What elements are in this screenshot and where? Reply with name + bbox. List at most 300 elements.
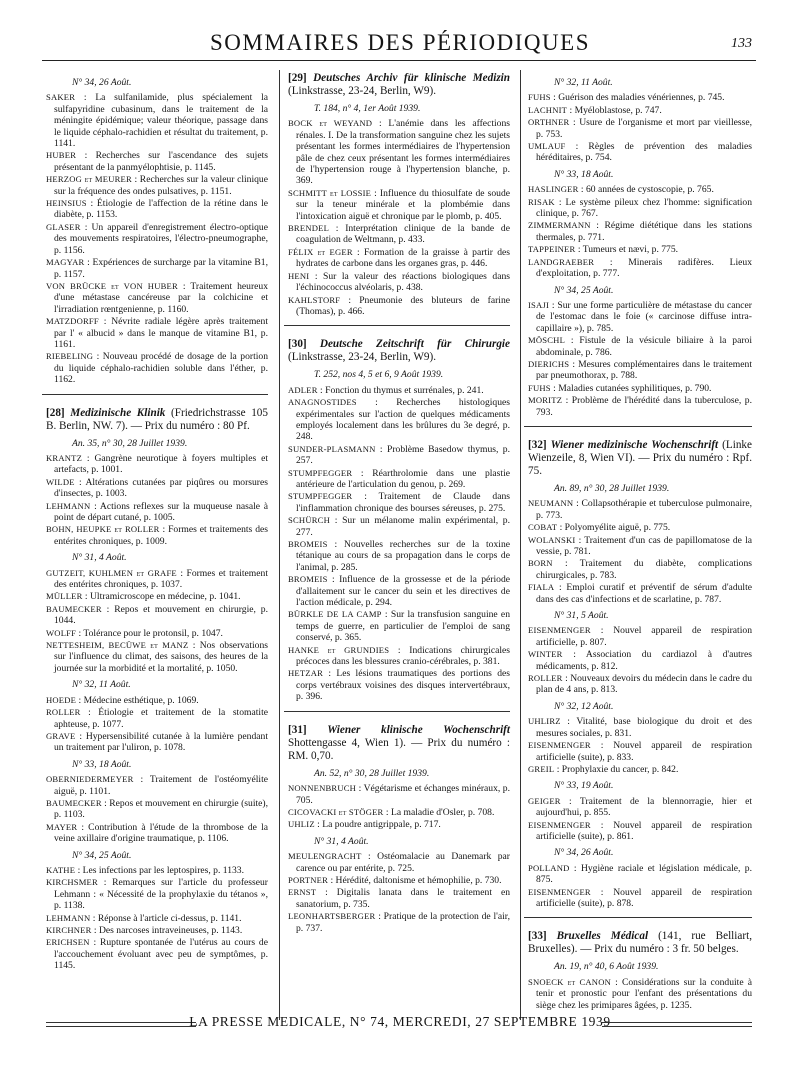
article-author: MORITZ (528, 395, 563, 406)
article-entry (528, 649, 752, 672)
article-author: COBAT (528, 522, 558, 533)
journal-name: Wiener medizinische Wochenschrift (550, 438, 719, 451)
section-rule (524, 426, 752, 427)
article-author: BÜRKLE DE LA CAMP (288, 609, 382, 620)
article-title: : La maladie d'Osler, p. 708. (383, 806, 495, 818)
article-title: : Rupture spontanée de l'utérus au cours de l'accouchement évoluant avec peu de symptômes, p. 1145. (54, 937, 268, 972)
article-entry (46, 150, 268, 173)
page-number: 133 (731, 36, 752, 51)
article-author: MÖSCHL (528, 335, 566, 346)
article-title: : Guérison des maladies vénériennes, p. 745. (550, 92, 725, 104)
journal-heading (288, 338, 510, 364)
article-author: ZIMMERMANN (528, 220, 591, 231)
article-title: : Végétarisme et échanges minéraux, p. 705. (296, 783, 510, 806)
article-title: : Ultramicroscope en médecine, p. 1041. (82, 591, 241, 603)
issue-heading: N° 34, 25 Août. (72, 849, 132, 861)
article-author: STUMPFEGGER (288, 467, 353, 478)
article-entry (46, 640, 268, 674)
article-author: HERZOG et MEURER (46, 174, 132, 185)
article-title: : Sur la valeur des réactions biologiques dans l'échinococcus alvéolaris, p. 438. (296, 270, 510, 294)
article-author: EISENMENGER (528, 819, 591, 830)
article-title: : Formes et traitements des entérites chroniques, p. 1009. (54, 524, 268, 547)
article-entry (288, 118, 510, 186)
article-author: ADLER (288, 384, 318, 395)
article-entry (46, 877, 268, 911)
article-entry (528, 887, 752, 910)
article-entry (288, 807, 510, 818)
article-author: LEONHARTSBERGER (288, 911, 376, 922)
journal-number: [29] (288, 72, 307, 84)
journal-details: (Linkstrasse, 23-24, Berlin, W9). (288, 351, 436, 364)
article-title: : Hypersensibilité cutanée à la lumière pendant un traitement par l'uliron, p. 1078. (54, 730, 268, 754)
article-author: ANAGNOSTIDES (288, 397, 357, 408)
article-title: : Nouveaux devoirs du médecin dans le cadre du plan de 4 ans, p. 813. (536, 673, 752, 696)
journal-name: Bruxelles Médical (556, 930, 649, 943)
article-title: : Myéloblastose, p. 747. (567, 104, 662, 116)
article-title: : Pneumonie des bluteurs de farine (Thomas), p. 466. (296, 294, 510, 317)
article-title: : Tumeurs et nævi, p. 775. (575, 244, 679, 256)
article-entry (46, 604, 268, 627)
article-entry (46, 731, 268, 754)
article-author: NETTESHEIM, BECÜWE et MANZ (46, 640, 189, 651)
article-entry (528, 764, 752, 775)
journal-heading (46, 407, 268, 433)
article-author: KRANTZ (46, 452, 83, 463)
article-author: KAHLSTORF (288, 294, 341, 305)
article-title: : Interprétation clinique de la bande de coagulation de Weltmann, p. 433. (296, 223, 510, 246)
article-author: CICOVACKI et STÖGER (288, 806, 384, 817)
article-author: LEHMANN (46, 500, 91, 511)
section-rule (524, 917, 752, 918)
article-title: : Remarques sur l'article du professeur Lehmann : « Nécessité de la prophylaxie du tétanos », p. 1138. (54, 877, 268, 912)
article-entry (528, 383, 752, 394)
article-author: HASLINGER (528, 184, 579, 195)
article-author: BOHN, HEUPKE et ROLLER (46, 524, 160, 535)
article-entry (528, 92, 752, 103)
article-entry (46, 198, 268, 221)
journal-details: (141, rue Belliart, Bruxelles). — Prix du numéro : 3 fr. 50 belges. (528, 930, 752, 956)
article-author: UHLIRZ (528, 716, 561, 727)
article-title: : Actions reflexes sur la muqueuse nasale à point de départ cutané, p. 1005. (54, 500, 268, 523)
issue-heading: N° 31, 4 Août. (72, 552, 127, 564)
article-entry (288, 875, 510, 886)
article-title: : Un appareil d'enregistrement électro-optique des mouvements respiratoires, l'électro-pneumographe, p. 1156. (54, 221, 268, 256)
article-author: STUMPFEGGER (288, 491, 353, 502)
article-title: : Tolérance pour le protonsil, p. 1047. (76, 627, 223, 639)
article-entry (288, 819, 510, 830)
article-title: : Mesures complémentaires dans le traitement par pneumothorax, p. 788. (536, 358, 752, 382)
article-author: GRAVE (46, 730, 76, 741)
article-title: : Traitement de la blennorragie, hier et aujourd'hui, p. 855. (536, 795, 752, 819)
article-entry (46, 798, 268, 821)
article-title: : Les lésions traumatiques des portions des corps vertébraux voisines des disques intervertébraux, p. 396. (296, 668, 510, 703)
article-entry (528, 498, 752, 521)
article-author: KIRCHSMER (46, 877, 98, 888)
article-author: RIEBELING (46, 351, 94, 362)
article-entry (288, 645, 510, 668)
journal-details: (Linkstrasse, 23-24, Berlin, W9). (288, 85, 436, 97)
article-entry (288, 295, 510, 318)
article-title: : Traitement de l'ostéomyélite aiguë, p. 1101. (54, 774, 268, 797)
article-title: : Le système pileux chez l'homme: signification clinique, p. 767. (536, 196, 752, 220)
article-entry (528, 977, 752, 1011)
article-title: : Nouvel appareil de respiration artificielle (suite), p. 833. (536, 740, 752, 763)
column-middle (288, 72, 510, 935)
article-author: SCHÜRCH (288, 515, 330, 526)
article-title: : Règles de prévention des maladies héréditaires, p. 754. (536, 141, 752, 164)
journal-details: (Friedrichstrasse 105 B. Berlin, NW. 7). — Prix du numéro : 80 Pf. (46, 406, 268, 432)
article-entry (46, 925, 268, 936)
article-author: HETZAR (288, 668, 324, 679)
article-entry (528, 220, 752, 243)
article-entry (288, 911, 510, 934)
article-title: : Influence du thiosulfate de soude sur la teneur minérale et la plombémie dans l'intoxication aiguë et chronique par le plomb, p. 405. (296, 187, 510, 222)
article-author: FUHS (528, 382, 551, 393)
article-author: WOLANSKI (528, 534, 576, 545)
article-entry (528, 796, 752, 819)
article-author: SCHMITT et LOSSIE (288, 187, 372, 198)
article-entry (46, 453, 268, 476)
article-author: BORN (528, 558, 553, 569)
article-title: : Vitalité, base biologique du droit et des mesures sociales, p. 831. (536, 716, 752, 739)
issue-heading: N° 33, 19 Août. (554, 780, 614, 792)
article-entry (288, 188, 510, 222)
article-title: : 60 années de cystoscopie, p. 765. (578, 184, 714, 196)
article-author: HANKE et GRUNDIES (288, 644, 390, 655)
article-author: LANDGRAEBER (528, 256, 595, 267)
article-author: NONNENBRUCH (288, 783, 357, 794)
article-entry (528, 673, 752, 696)
article-author: ORTHNER (528, 117, 570, 128)
running-title: SOMMAIRES DES PÉRIODIQUES (210, 30, 590, 55)
article-entry (288, 468, 510, 491)
article-entry (528, 395, 752, 418)
issue-heading: N° 32, 12 Août. (554, 700, 614, 712)
article-author: HOEDE (46, 694, 77, 705)
issue-heading: An. 89, n° 30, 28 Juillet 1939. (554, 482, 670, 494)
article-title: : Usure de l'organisme et mort par vieillesse, p. 753. (536, 117, 752, 140)
article-entry (288, 271, 510, 294)
article-author: LACHNIT (528, 104, 568, 115)
article-entry (528, 257, 752, 280)
article-title: : Nouveau procédé de dosage de la portion du liquide céphalo-rachidien soluble dans l'éther, p. 1162. (54, 351, 268, 386)
article-entry (288, 851, 510, 874)
article-title: : Indications chirurgicales précoces dans les blessures cranio-cérébrales, p. 381. (296, 644, 510, 668)
article-title: : La poudre antigrippale, p. 717. (314, 819, 441, 831)
article-title: : Influence de la grossesse et de la période d'allaitement sur le cancer du sein et les directives de l'action médicale, p. 294. (296, 574, 510, 609)
article-entry (528, 141, 752, 164)
article-entry (528, 625, 752, 648)
article-author: MATZDORFF (46, 316, 99, 327)
article-entry (46, 281, 268, 315)
article-title: : Problème Basedow thymus, p. 257. (296, 443, 510, 467)
article-entry (528, 244, 752, 255)
article-author: GLASER (46, 221, 81, 232)
article-title: : Sur un mélanome malin expérimental, p. 277. (296, 515, 510, 538)
journal-number: [28] (46, 406, 65, 419)
article-title: : Emploi curatif et préventif de sérum d'adulte dans des cas d'infections et de scarlatine, p. 787. (536, 582, 752, 605)
issue-heading: T. 184, n° 4, 1er Août 1939. (314, 103, 421, 114)
article-title: : Pratique de la protection de l'air, p. 737. (296, 911, 510, 934)
article-title: : Formes et traitement des entérites chroniques, p. 1037. (54, 567, 268, 591)
journal-number: [30] (288, 338, 307, 351)
article-entry (528, 535, 752, 558)
journal-name: Wiener klinische Wochenschrift (327, 723, 511, 736)
article-author: PORTNER (288, 874, 329, 885)
article-author: WOLFF (46, 627, 77, 638)
article-entry (288, 397, 510, 443)
header-rule (42, 60, 756, 61)
issue-heading: N° 34, 25 Août. (554, 284, 614, 296)
journal-heading (528, 930, 752, 956)
article-title: : Recherches sur la valeur clinique sur la fréquence des ondes pulsatives, p. 1151. (54, 174, 268, 197)
article-entry (46, 501, 268, 524)
journal-name: Deutsche Zeitschrift für Chirurgie (319, 338, 510, 351)
journal-heading (288, 72, 510, 98)
article-title: : Hérédité, daltonisme et hémophilie, p. 730. (328, 874, 502, 886)
article-author: UHLIZ (288, 819, 315, 830)
footer-rule-right (602, 1022, 752, 1027)
article-author: OBERNIEDERMEYER (46, 774, 134, 785)
article-entry (46, 257, 268, 280)
article-title: : Formation de la graisse à partir des hydrates de carbone dans les organes gras, p. 446. (296, 246, 510, 270)
article-title: : Traitement d'un cas de papillomatose de la vessie, p. 781. (536, 534, 752, 557)
article-title: : Réarthrolomie dans une plastie antérieure de l'articulation du genou, p. 269. (296, 467, 510, 490)
article-title: : Hygiène raciale et législation médicale, p. 875. (536, 862, 752, 886)
article-title: : L'anémie dans les affections rénales. I. De la transformation sanguine chez les sujets présentant les formes intermédiaires de l'hypertension pâle de chez ceux présentant les formes intermédiaires de l'hypertension rouge à l'hypertension blanche, p. 369. (296, 118, 510, 187)
article-title: : Ostéomalacie au Danemark par carence ou par entérite, p. 725. (296, 851, 510, 874)
article-entry (528, 184, 752, 195)
article-title: : Sur une forme particulière de métastase du cancer de l'estomac dans le foie (« carcinose diffuse intra-capillaire »), p. 785. (536, 299, 752, 334)
article-entry (46, 913, 268, 924)
article-author: MAYER (46, 821, 78, 832)
section-rule (284, 711, 510, 712)
article-entry (288, 539, 510, 573)
article-author: DIERICHS (528, 358, 570, 369)
article-entry (528, 716, 752, 739)
article-title: : Polyomyélite aiguë, p. 775. (557, 522, 671, 534)
column-divider (279, 70, 280, 1020)
issue-heading: N° 31, 5 Août. (554, 610, 609, 622)
article-author: SUNDER-PLASMANN (288, 443, 376, 454)
column-divider (520, 70, 521, 1020)
article-entry (46, 865, 268, 876)
article-title: : Médecine esthétique, p. 1069. (76, 694, 199, 706)
article-author: WINTER (528, 649, 563, 660)
article-entry (46, 316, 268, 350)
article-author: BROMEIS (288, 574, 328, 585)
article-author: MAGYAR (46, 257, 85, 268)
article-title: : Étiologie de l'affection de la rétine dans le diabète, p. 1153. (54, 198, 268, 221)
article-entry (528, 558, 752, 581)
article-author: WILDE (46, 476, 75, 487)
article-author: RISAK (528, 196, 555, 207)
issue-heading: T. 252, nos 4, 5 et 6, 9 Août 1939. (314, 369, 444, 381)
article-title: : Régime diététique dans les stations thermales, p. 771. (536, 220, 752, 243)
journal-heading (528, 439, 752, 478)
issue-heading: N° 31, 4 Août. (314, 835, 369, 847)
article-author: KIRCHNER (46, 925, 92, 935)
article-author: FÉLIX et EGER (288, 246, 353, 257)
article-entry (288, 247, 510, 270)
article-title: : Traitement du diabète, complications chirurgicales, p. 783. (536, 558, 752, 581)
article-entry (288, 444, 510, 467)
article-entry (46, 822, 268, 845)
article-entry (528, 740, 752, 763)
article-entry (46, 351, 268, 385)
article-entry (528, 335, 752, 358)
article-author: GREIL (528, 763, 555, 774)
journal-details: Shottengasse 4, Wien 1). — Prix du numéro : RM. 0,70. (288, 736, 510, 762)
article-title: : Association du cardiazol à d'autres médicaments, p. 812. (536, 649, 752, 672)
article-author: GEIGER (528, 795, 561, 806)
article-author: ROLLER (528, 673, 563, 684)
article-title: : Des narcoses intraveineuses, p. 1143. (91, 925, 243, 936)
article-title: : Fistule de la vésicule biliaire à la paroi abdominale, p. 786. (536, 335, 752, 358)
article-title: : Sur la transfusion sanguine en temps de guerre, en particulier de l'emploi de sang conservé, p. 365. (296, 609, 510, 644)
article-title: : Nouvel appareil de respiration artificielle (suite), p. 861. (536, 819, 752, 842)
article-title: : Recherches histologiques expérimentales sur l'action de quelques médicaments employés localement dans les brûlures du 3e degré, p. 248. (296, 397, 510, 443)
article-title: : Altérations cutanées par piqûres ou morsures d'insectes, p. 1003. (54, 476, 268, 500)
article-title: : Étiologie et traitement de la stomatite aphteuse, p. 1077. (54, 707, 268, 730)
article-entry (528, 359, 752, 382)
article-author: POLLAND (528, 862, 570, 873)
article-entry (528, 300, 752, 334)
issue-heading: N° 34, 26 Août. (72, 77, 132, 88)
article-author: ROLLER (46, 707, 81, 718)
article-entry (46, 524, 268, 547)
article-entry (528, 105, 752, 116)
article-entry (46, 937, 268, 971)
article-entry (46, 222, 268, 256)
article-title: : Considérations sur la conduite à tenir et pronostic pour l'enfant des présentations du siège chez les primipares âgées, p. 1235. (536, 976, 752, 1011)
article-entry (288, 609, 510, 643)
article-author: BOCK et WEYAND (288, 118, 373, 129)
article-author: MÜLLER (46, 591, 83, 602)
column-right (528, 72, 752, 1012)
article-entry (46, 174, 268, 197)
article-author: BAUMECKER (46, 797, 102, 808)
issue-heading: An. 52, n° 30, 28 Juillet 1939. (314, 767, 430, 779)
article-title: : Les infections par les leptospires, p. 1133. (75, 864, 245, 876)
journal-heading (288, 724, 510, 763)
article-title: : Gangrène neurotique à foyers multiples et artefacts, p. 1001. (54, 452, 268, 476)
article-entry (288, 515, 510, 538)
article-entry (46, 707, 268, 730)
article-author: LEHMANN (46, 912, 91, 923)
article-entry (288, 783, 510, 806)
article-entry (528, 582, 752, 605)
footer-text: LA PRESSE MEDICALE, N° 74, MERCREDI, 27 SEPTEMBRE 1939 (189, 1014, 611, 1029)
column-left (46, 72, 268, 973)
issue-heading: An. 35, n° 30, 28 Juillet 1939. (72, 437, 188, 449)
article-author: HENI (288, 270, 310, 281)
article-title: : Réponse à l'article ci-dessus, p. 1141. (90, 912, 242, 924)
article-author: GUTZEIT, KUHLMEN et GRAFE (46, 567, 177, 578)
article-entry (46, 695, 268, 706)
article-entry (528, 197, 752, 220)
article-entry (288, 574, 510, 608)
article-title: : Nouvel appareil de respiration artificielle, p. 807. (536, 625, 752, 648)
article-author: NEUMANN (528, 498, 574, 509)
article-entry (528, 820, 752, 843)
article-entry (46, 628, 268, 639)
article-entry (46, 591, 268, 602)
article-entry (46, 568, 268, 591)
article-entry (288, 223, 510, 246)
issue-heading: N° 34, 26 Août. (554, 847, 614, 859)
article-author: SAKER (46, 92, 76, 103)
journal-details: (Linke Wienzeile, 8, Wien VI). — Prix du numéro : Rpf. 75. (528, 438, 752, 477)
article-author: KATHE (46, 864, 76, 875)
article-author: ERNST (288, 887, 317, 898)
article-entry (528, 863, 752, 886)
page-footer (0, 1010, 800, 1034)
article-title: : Minerais radifères. Lieux d'exploitation, p. 777. (536, 256, 752, 280)
article-entry (288, 385, 510, 396)
article-title: : Digitalis lanata dans le traitement en sanatorium, p. 735. (296, 887, 510, 910)
article-title: : Collapsothérapie et tuberculose pulmonaire, p. 773. (536, 498, 752, 521)
article-author: BROMEIS (288, 539, 328, 549)
article-entry (288, 668, 510, 702)
article-title: : Repos et mouvement en chirurgie (suite), p. 1103. (54, 797, 268, 821)
article-title: : Prophylaxie du cancer, p. 842. (554, 763, 679, 775)
article-title: : Traitement de Claude dans l'inflammation chronique des bourses séreuses, p. 275. (296, 491, 510, 514)
article-author: TAPPEINER (528, 244, 576, 255)
issue-heading: N° 33, 18 Août. (72, 758, 132, 770)
article-title: : Nouvel appareil de respiration artificielle (suite), p. 878. (536, 886, 752, 909)
issue-heading: An. 19, n° 40, 6 Août 1939. (554, 961, 659, 973)
article-title: : La sulfanilamide, plus spécialement la sulfapyridine cubasinum, dans le traitement de la méningite épidémique; valeur théorique, passage dans le liquide céphalo-rachidien et résultat du traitement, p. 1141. (54, 92, 268, 150)
journal-name: Deutsches Archiv für klinische Medizin (313, 72, 511, 84)
section-rule (42, 394, 268, 395)
article-author: EISENMENGER (528, 625, 591, 636)
journal-number: [32] (528, 438, 547, 451)
article-author: SNOECK et CANON (528, 976, 612, 987)
article-title: : Nouvelles recherches sur de la toxine tétanique au cours de sa propagation dans le corps de l'animal, p. 285. (296, 539, 510, 573)
journal-name: Medizinische Klinik (70, 406, 166, 419)
article-author: BAUMECKER (46, 603, 102, 614)
article-author: UMLAUF (528, 141, 566, 152)
issue-heading: N° 32, 11 Août. (72, 679, 131, 691)
article-title: : Maladies cutanées syphilitiques, p. 790. (550, 382, 712, 394)
article-entry (528, 522, 752, 533)
article-author: VON BRÜCKE et VON HUBER (46, 280, 178, 291)
article-author: EISENMENGER (528, 886, 591, 897)
article-title: : Nos observations sur l'influence du climat, des saisons, des heures de la journée sur la morbidité et la mortalité, p. 1050. (54, 640, 268, 674)
article-title: : Traitement heureux d'une métastase cancéreuse par la colchicine et l'irradiation rœntgenienne, p. 1160. (54, 280, 268, 315)
article-author: BRENDEL (288, 223, 330, 234)
article-author: HUBER (46, 150, 77, 161)
article-title: : Contribution à l'étude de la thrombose de la veine axillaire d'origine traumatique, p. 1106. (54, 821, 268, 845)
article-author: ISAJI (528, 299, 550, 310)
article-author: HEINSIUS (46, 198, 87, 209)
article-author: MEULENGRACHT (288, 851, 362, 862)
journal-number: [33] (528, 930, 547, 943)
article-title: : Fonction du thymus et surrénales, p. 241. (317, 384, 484, 396)
article-entry (528, 117, 752, 140)
article-entry (46, 92, 268, 149)
article-author: ERICHSEN (46, 937, 90, 948)
journal-number: [31] (288, 723, 307, 736)
page-header (0, 0, 800, 66)
article-title: : Recherches sur l'ascendance des sujets présentant de la panmyélophtisie, p. 1145. (54, 150, 268, 173)
article-title: : Névrite radiale légère après traitement par l' « albucid » dans le manque de vitamine B1, p. 1161. (54, 316, 268, 350)
article-entry (288, 491, 510, 514)
article-entry (46, 774, 268, 797)
issue-heading: N° 33, 18 Août. (554, 168, 614, 180)
article-title: : Expériences de surcharge par la vitamine B1, p. 1157. (54, 257, 268, 280)
